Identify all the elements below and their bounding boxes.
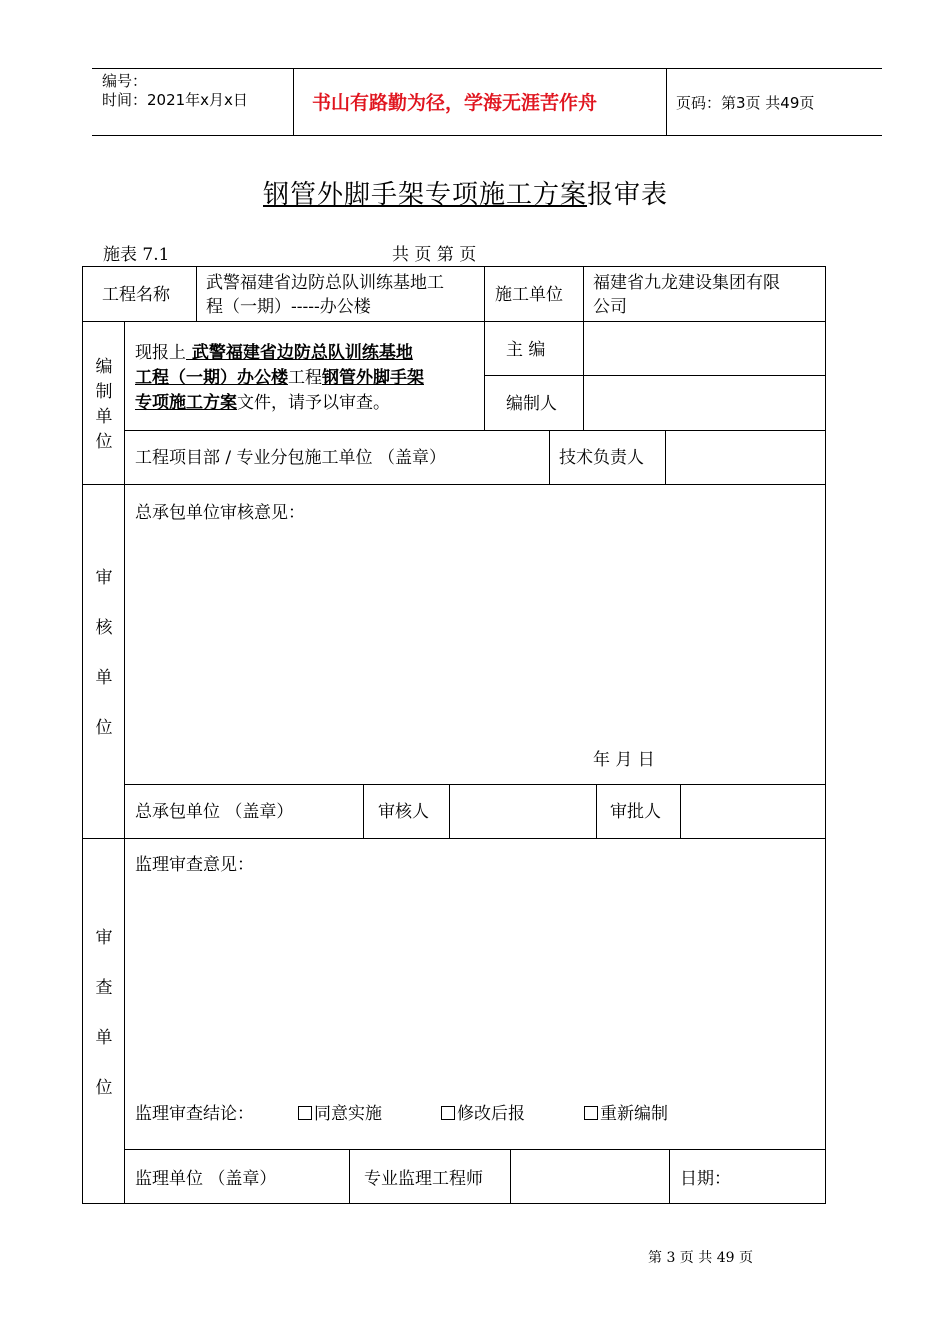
option-recompile-label: 重新编制 [600,1104,668,1124]
project-name-label: 工程名称 [102,285,170,305]
cell-border [363,784,364,838]
contractor-label: 施工单位 [495,285,563,305]
header-divider [293,68,294,136]
row-border [82,838,826,839]
review-date-line: 年 月 日 [593,750,655,770]
inspect-unit-char: 查 [95,978,113,998]
inspect-unit-char: 位 [95,1078,113,1098]
contractor-line1: 福建省九龙建设集团有限 [593,273,780,293]
cell-border [669,1149,670,1204]
header-bottom-rule [92,135,882,136]
option-agree[interactable] [298,1102,382,1126]
table-border [82,266,83,1204]
option-revise[interactable] [441,1102,525,1126]
form-number: 施表 7.1 [103,245,170,265]
review-unit-char: 位 [95,718,113,738]
table-border [825,266,826,1204]
cell-border [349,1149,350,1204]
project-name-line2: 程（一期）-----办公楼 [206,297,371,317]
report-plan-line3: 专项施工方案 [135,393,237,413]
report-mid: 工程 [288,368,322,388]
compile-unit-char: 位 [95,432,113,452]
report-line1 [135,341,413,365]
review-unit-char: 审 [95,568,113,588]
cell-border [484,266,485,321]
option-recompile[interactable] [584,1102,668,1126]
inspect-unit-char: 单 [95,1028,113,1048]
page-footer: 第 3 页 共 49 页 [648,1250,753,1266]
cell-border [196,266,197,321]
option-revise-label: 修改后报 [457,1104,525,1124]
editor-label: 编制人 [506,394,557,414]
row-border [484,375,826,376]
report-plan-line2: 钢管外脚手架 [322,368,424,388]
tech-lead-label: 技术负责人 [559,448,644,468]
cell-border [680,784,681,838]
title-underlined: 钢管外脚手架专项施工方案 [263,180,588,210]
cell-border [665,430,666,484]
row-border [82,484,826,485]
row-border [124,1149,826,1150]
title-rest: 报审表 [587,180,669,210]
table-border [82,1203,826,1204]
review-unit-char: 核 [95,618,113,638]
reviewer-label: 审核人 [378,802,429,822]
cell-border [549,430,550,484]
report-project-line2: 工程（一期）办公楼 [135,368,288,388]
approver-label: 审批人 [610,802,661,822]
contractor-line2: 公司 [593,297,627,317]
supervision-unit-label: 监理单位 （盖章） [135,1169,277,1189]
row-border [82,321,826,322]
supervising-engineer-label: 专业监理工程师 [364,1169,483,1189]
compile-unit-char: 编 [95,357,113,377]
header-top-rule [92,68,882,69]
report-line2 [135,366,424,390]
cell-border [583,266,584,321]
cell-border [596,784,597,838]
checkbox-icon[interactable] [584,1106,598,1120]
header-divider [666,68,667,136]
dept-label: 工程项目部 / 专业分包施工单位 （盖章） [135,448,446,468]
report-line3 [135,391,390,415]
supervision-opinion-label: 监理审查意见： [135,855,254,875]
table-border [82,266,826,267]
cell-border [124,321,125,484]
date-label: 日期： [680,1169,731,1189]
project-name-line1: 武警福建省边防总队训练基地工 [206,273,444,293]
report-prefix: 现报上 [135,343,186,363]
row-border [124,784,826,785]
row-border [124,430,826,431]
checkbox-icon[interactable] [298,1106,312,1120]
checkbox-icon[interactable] [441,1106,455,1120]
report-project-line1: 武警福建省边防总队训练基地 [186,343,413,363]
general-contractor-label: 总承包单位 （盖章） [135,802,294,822]
compile-unit-char: 制 [95,382,113,402]
conclusion-label: 监理审查结论： [135,1104,254,1124]
review-unit-char: 单 [95,668,113,688]
chief-editor-label: 主 编 [506,340,546,360]
number-label: 编号： [102,72,148,90]
cell-border [510,1149,511,1204]
option-agree-label: 同意实施 [314,1104,382,1124]
time-label: 时间：2021年x月x日 [102,91,248,109]
page-title [263,178,668,212]
page-count: 共 页 第 页 [392,245,477,265]
report-suffix: 文件，请予以审查。 [237,393,390,413]
inspect-unit-char: 审 [95,928,113,948]
cell-border [449,784,450,838]
page-info: 页码：第3页 共49页 [676,94,815,112]
motto: 书山有路勤为径，学海无涯苦作舟 [312,92,598,114]
review-opinion-label: 总承包单位审核意见： [135,503,305,523]
compile-unit-char: 单 [95,407,113,427]
